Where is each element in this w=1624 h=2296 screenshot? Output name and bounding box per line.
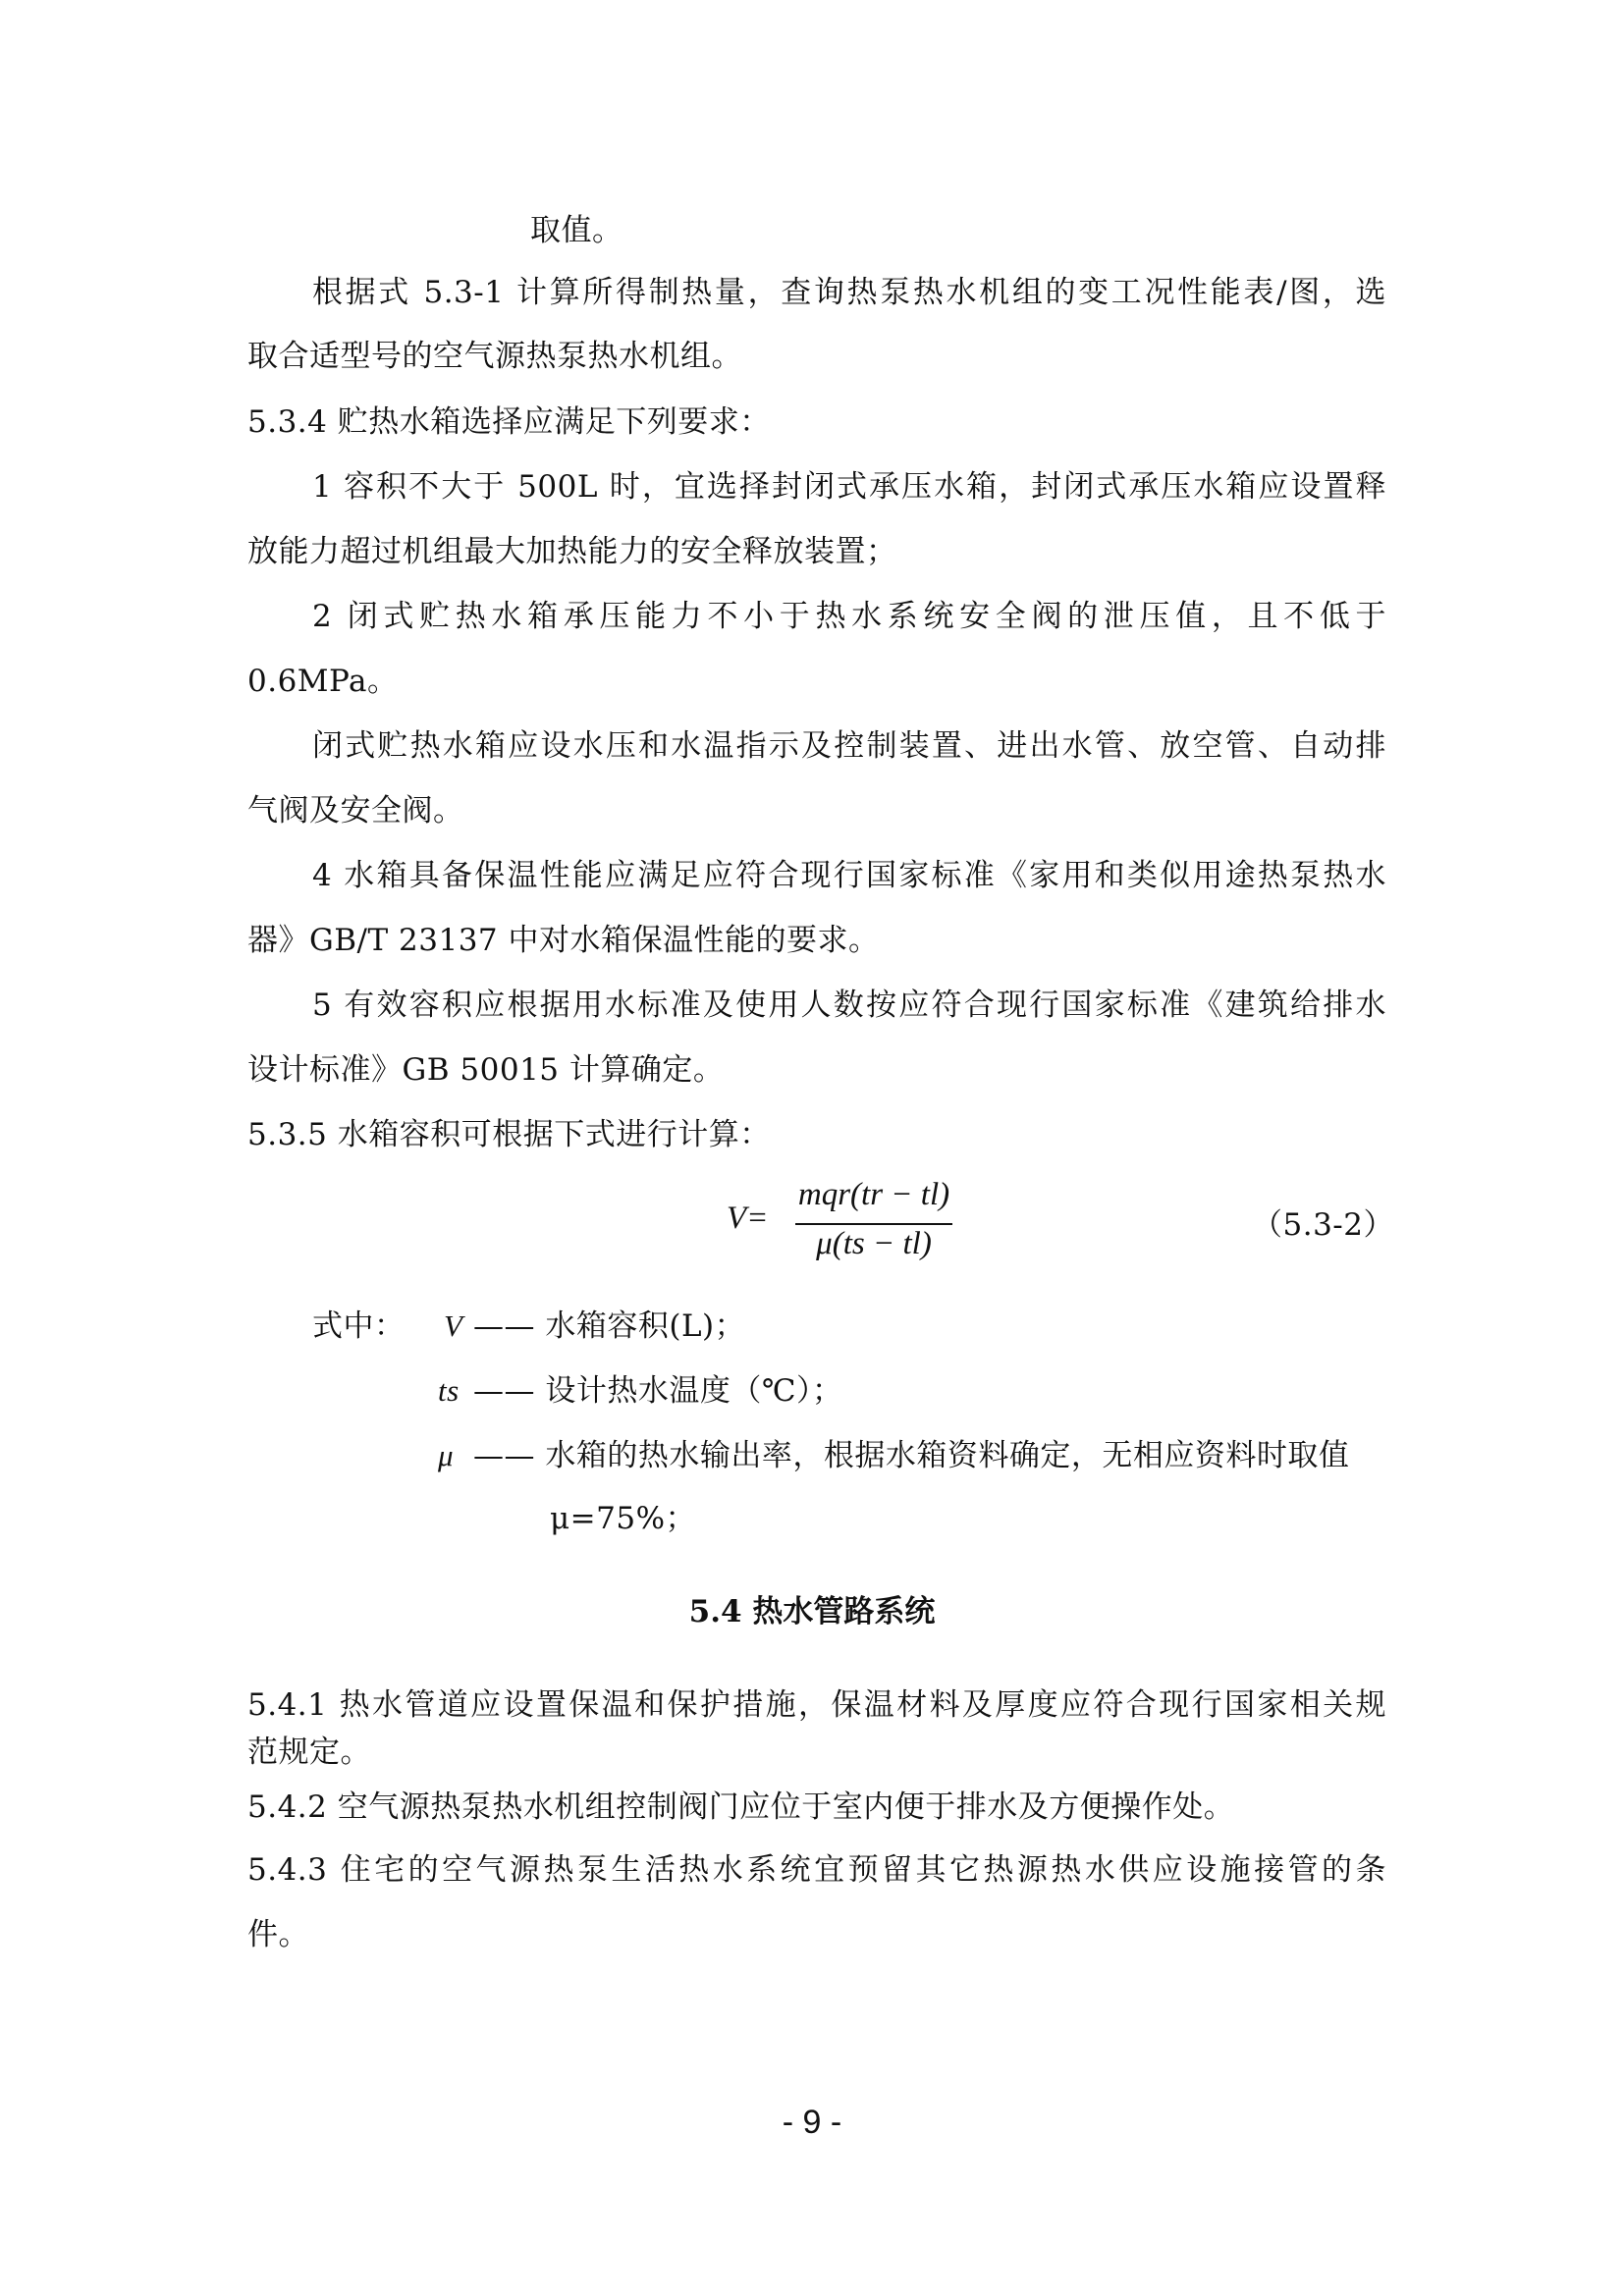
text-line: 器》GB/T 23137 中对水箱保温性能的要求。 <box>247 923 880 958</box>
text-line: 取合适型号的空气源热泵热水机组。 <box>247 339 742 374</box>
text-line: 根据式 5.3-1 计算所得制热量，查询热泵热水机组的变工况性能表/图，选 <box>312 275 1386 310</box>
clause-5-4-2: 5.4.2 空气源热泵热水机组控制阀门应位于室内便于排水及方便操作处。 <box>247 1789 1235 1825</box>
symbol-mu: μ <box>438 1438 455 1472</box>
text-line: 件。 <box>247 1917 309 1952</box>
section-heading: 5.4 热水管路系统 <box>688 1594 936 1629</box>
formula-number: （5.3-2） <box>1252 1207 1394 1243</box>
clause-5-3-5: 5.3.5 水箱容积可根据下式进行计算： <box>247 1117 771 1152</box>
definitions-prefix: 式中： <box>312 1308 406 1344</box>
clause-5-4-3: 5.4.3 住宅的空气源热泵生活热水系统宜预留其它热源热水供应设施接管的条 <box>247 1852 1386 1888</box>
page-number: - 9 - <box>782 2104 842 2141</box>
fraction-bar <box>795 1223 952 1225</box>
definition-mu-value: μ=75%； <box>550 1501 697 1536</box>
text-line: 1 容积不大于 500L 时，宜选择封闭式承压水箱，封闭式承压水箱应设置释 <box>312 469 1386 505</box>
formula-lhs: V= <box>727 1201 769 1236</box>
text-line: 0.6MPa。 <box>247 664 399 699</box>
text-line: 4 水箱具备保温性能应满足应符合现行国家标准《家用和类似用途热泵热水 <box>312 858 1386 893</box>
clause-5-4-1: 5.4.1 热水管道应设置保温和保护措施，保温材料及厚度应符合现行国家相关规 <box>247 1687 1386 1723</box>
text-line: 取值。 <box>530 213 623 248</box>
formula-numerator: mqr(tr − tl) <box>797 1177 950 1212</box>
text-line: 5 有效容积应根据用水标准及使用人数按应符合现行国家标准《建筑给排水 <box>312 988 1386 1023</box>
text-line: 设计标准》GB 50015 计算确定。 <box>247 1052 725 1088</box>
definition-mu: —— 水箱的热水输出率，根据水箱资料确定，无相应资料时取值 <box>473 1438 1350 1473</box>
symbol-ts: ts <box>438 1373 460 1408</box>
symbol-v: V <box>444 1308 463 1343</box>
text-line: 闭式贮热水箱应设水压和水温指示及控制装置、进出水管、放空管、自动排 <box>312 728 1386 764</box>
clause-5-3-4: 5.3.4 贮热水箱选择应满足下列要求： <box>247 404 771 440</box>
text-line: 气阀及安全阀。 <box>247 793 464 828</box>
formula-5-3-2 <box>727 1173 952 1281</box>
formula-denominator: μ(ts − tl) <box>816 1226 932 1261</box>
definition-v: —— 水箱容积(L)； <box>473 1308 746 1344</box>
text-line: 范规定。 <box>247 1735 371 1770</box>
text-line: 2 闭式贮热水箱承压能力不小于热水系统安全阀的泄压值，且不低于 <box>312 599 1386 634</box>
text-line: 放能力超过机组最大加热能力的安全释放装置； <box>247 534 897 569</box>
definition-ts: —— 设计热水温度（℃）； <box>473 1373 843 1409</box>
